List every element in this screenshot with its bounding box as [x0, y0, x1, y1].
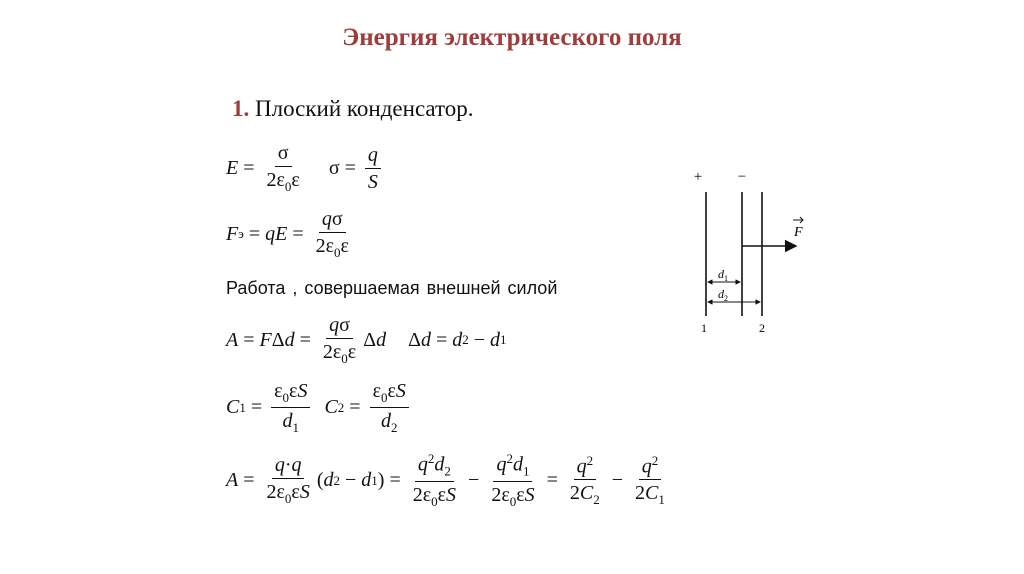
- fraction-qsigma-over-2eps-work: $\frac{q\sigma}{2\varepsilon_0\varepsilon}$: [322, 314, 357, 366]
- fraction-q-over-s: $\frac{q}{S}$: [365, 144, 381, 193]
- section-text: Плоский конденсатор.: [255, 96, 474, 121]
- force-label: F: [794, 225, 803, 240]
- fraction-q2d1: $\frac{q^2d_1}{2\varepsilon_0\varepsilon S}$: [491, 451, 535, 509]
- work-description: Работа , совершаемая внешней силой: [226, 278, 558, 298]
- section-heading: [232, 96, 474, 122]
- slide-title: Энергия электрического поля: [342, 24, 682, 51]
- formula-field-strength: E = $\frac{\sigma}{2\varepsilon_0\varepsilon}$ σ = $\frac{q}{S}$: [226, 142, 385, 194]
- minus-sign: −: [737, 169, 747, 185]
- formula-work: A = F Δ d = $\frac{q\sigma}{2\varepsilon_0\varepsilon}$ Δ d Δ d = d 2 − d 1: [226, 314, 507, 366]
- d1-label: $d_1$: [718, 267, 728, 283]
- fraction-qq: $\frac{q\cdot q}{2\varepsilon_0\varepsilon S}$: [266, 454, 310, 507]
- fraction-c2: $\frac{\varepsilon_0\varepsilon S}{d_2}$: [370, 380, 409, 436]
- plus-sign: +: [693, 169, 703, 185]
- fraction-q2-over-2c2: $\frac{q^2}{2C_2}$: [569, 452, 600, 508]
- formula-force: F э = q E = $\frac{q\sigma}{2\varepsilon_0\varepsilon}$: [226, 208, 356, 260]
- plate-2-label: 2: [759, 321, 765, 335]
- fraction-sigma-over-2eps: $\frac{\sigma}{2\varepsilon_0\varepsilon}$: [266, 142, 300, 194]
- formula-energy: A = $\frac{q\cdot q}{2\varepsilon_0\varepsilon S}$ ( d 2 − d 1 ) = $\frac{q^2d_2}{2\varepsilon_0\varepsilon S}$ − $\frac{q^2d_1}{2\varepsilon_0\varepsilon S}$ = $\frac{q^2}{2C_2}$ − $\frac{q^2}{2C_1}$: [226, 452, 672, 509]
- section-number: 1.: [232, 96, 250, 121]
- fraction-qsigma-over-2eps: $\frac{q\sigma}{2\varepsilon_0\varepsilon}$: [315, 208, 349, 260]
- fraction-q2d2: $\frac{q^2d_2}{2\varepsilon_0\varepsilon S}$: [412, 451, 457, 509]
- fraction-c1: $\frac{\varepsilon_0\varepsilon S}{d_1}$: [271, 380, 310, 436]
- capacitor-diagram: [684, 164, 824, 339]
- plate-1-label: 1: [701, 321, 707, 335]
- vector-mark-icon: [793, 217, 803, 223]
- formula-capacitance: C 1 = $\frac{\varepsilon_0\varepsilon S}{d_1}$ C 2 = $\frac{\varepsilon_0\varepsilon S}{d_2}$: [226, 380, 413, 436]
- fraction-q2-over-2c1: $\frac{q^2}{2C_1}$: [635, 452, 665, 508]
- d2-label: $d_2$: [718, 287, 728, 303]
